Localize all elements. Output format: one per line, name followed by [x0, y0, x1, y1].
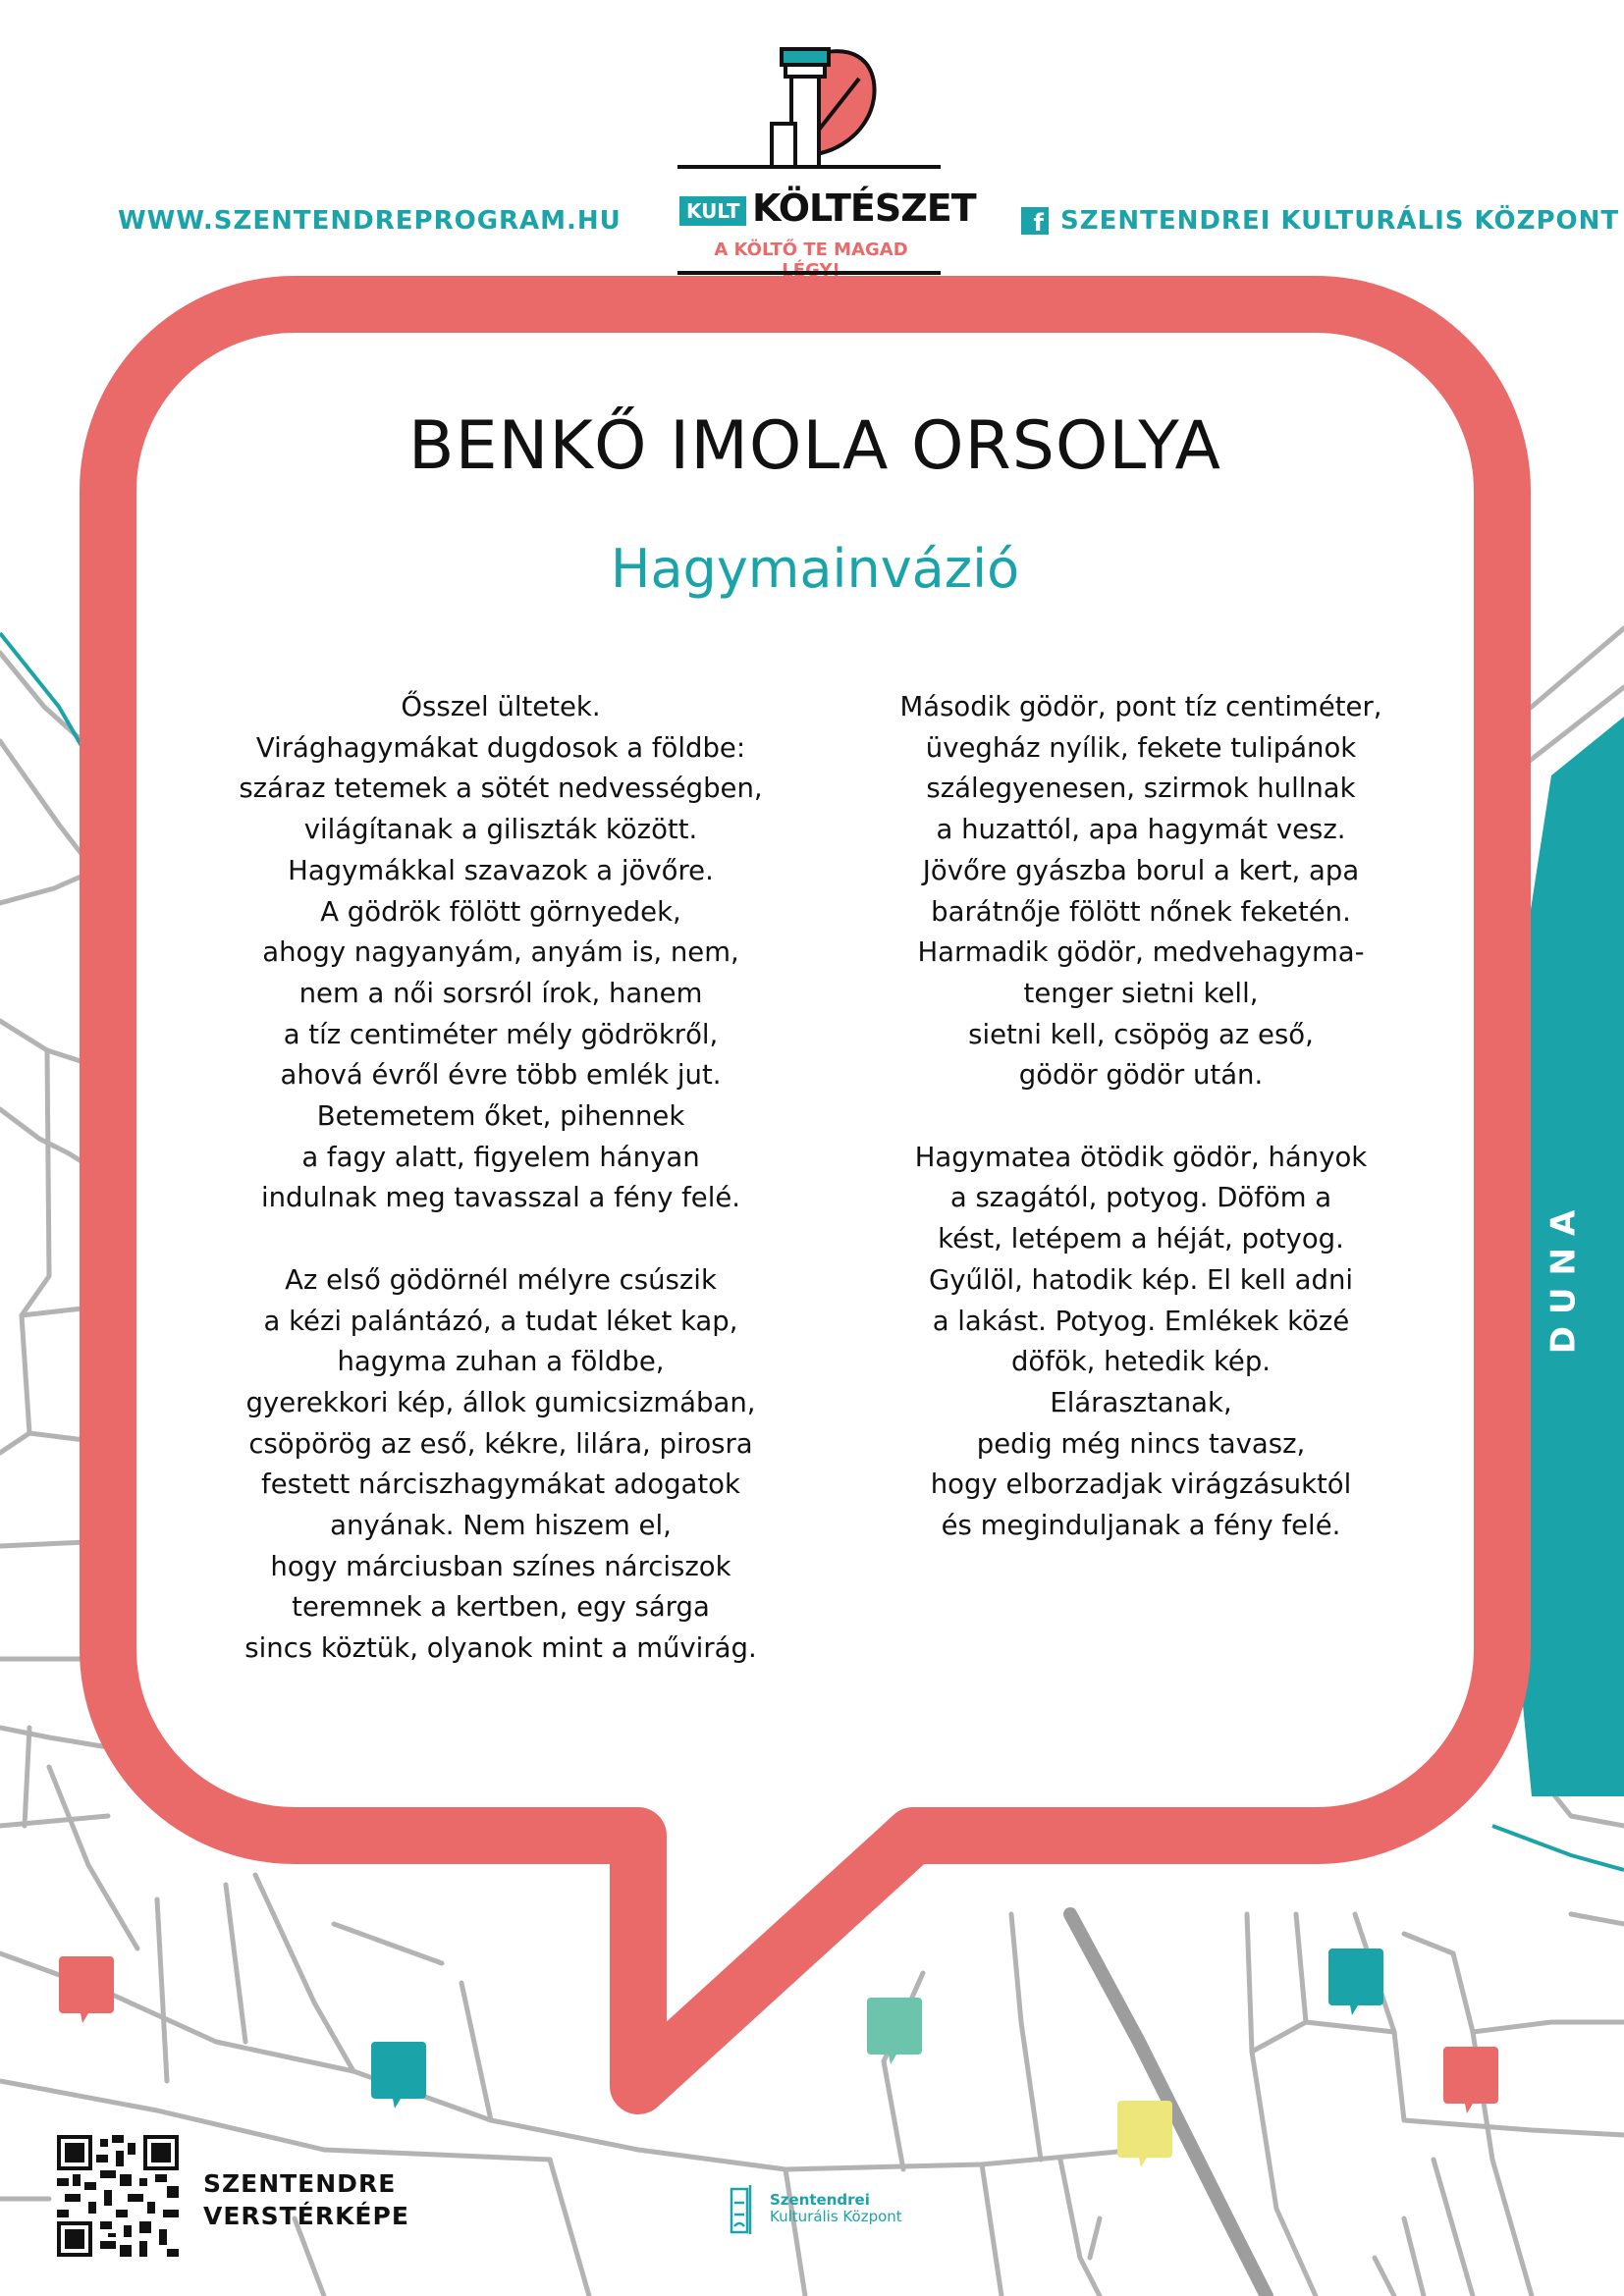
- poem-line: és meginduljanak a fény felé.: [941, 1510, 1341, 1542]
- poem-line: sietni kell, csöpög az eső,: [968, 1018, 1314, 1050]
- qr-code[interactable]: [57, 2135, 179, 2257]
- facebook-icon: f: [1021, 207, 1049, 235]
- poem-line: gödör gödör után.: [1018, 1059, 1264, 1092]
- map-pin-coral-left: [59, 1956, 114, 2025]
- poem-line: nem a női sorsról írok, hanem: [298, 977, 703, 1009]
- poem-line: gyerekkori kép, állok gumicsizmában,: [245, 1386, 756, 1418]
- map-pin-teal-right: [1328, 1949, 1383, 2017]
- poem-line: tenger sietni kell,: [1023, 977, 1259, 1009]
- map-pin-teal-left: [371, 2042, 426, 2110]
- poem-line: a tíz centiméter mély gödrökről,: [283, 1018, 719, 1050]
- poem-line: [846, 1096, 1435, 1138]
- map-title: [203, 2167, 409, 2232]
- poem-line: anyának. Nem hiszem el,: [330, 1510, 672, 1542]
- poem-line: sincs köztük, olyanok mint a művirág.: [244, 1632, 757, 1665]
- poem-column-right: [846, 687, 1435, 1547]
- river-label: DUNA: [1543, 1198, 1584, 1355]
- poem-line: száraz tetemek a sötét nedvességben,: [239, 773, 763, 805]
- poem-line: Harmadik gödör, medvehagyma-: [917, 936, 1365, 969]
- poem-line: világítanak a giliszták között.: [303, 814, 698, 846]
- logo-underline: [677, 271, 941, 275]
- org-name-line2: Kulturális Központ: [770, 2208, 902, 2225]
- map-pin-mint: [867, 1998, 922, 2066]
- poem-line: Második gödör, pont tíz centiméter,: [899, 691, 1382, 722]
- poem-line: a huzattól, apa hagymát vesz.: [936, 814, 1346, 846]
- map-pin-yellow: [1117, 2101, 1172, 2169]
- poem-line: ahová évről évre több emlék jut.: [280, 1059, 722, 1092]
- poem-line: hagyma zuhan a földbe,: [337, 1346, 665, 1378]
- river-duna: [1502, 1080, 1624, 1472]
- website-link[interactable]: WWW.SZENTENDREPROGRAM.HU: [118, 206, 622, 236]
- poem-line: pedig még nincs tavasz,: [976, 1427, 1306, 1460]
- poem-line: Ősszel ültetek.: [401, 691, 601, 722]
- poem-author: BENKŐ IMOLA ORSOLYA: [407, 407, 1222, 485]
- map-pin-coral-right: [1443, 2047, 1498, 2115]
- poem-line: Elárasztanak,: [1050, 1386, 1232, 1418]
- poem-line: döfök, hetedik kép.: [1010, 1346, 1272, 1378]
- szentendrei-kulturalis-kozpont-logo: [729, 2181, 902, 2236]
- poem-line: a szagától, potyog. Döföm a: [949, 1182, 1332, 1214]
- poem-line: kést, letépem a héját, potyog.: [938, 1223, 1344, 1255]
- map-title-line2: VERSTÉRKÉPE: [203, 2202, 409, 2230]
- map-title-line1: SZENTENDRE: [203, 2169, 397, 2198]
- poem-line: ahogy nagyanyám, anyám is, nem,: [262, 936, 739, 969]
- poem-line: a kézi palántázó, a tudat léket kap,: [263, 1305, 738, 1337]
- poem-line: a fagy alatt, figyelem hányan: [301, 1141, 700, 1173]
- logo-subtitle: A KÖLTŐ TE MAGAD: [714, 240, 908, 260]
- poem-line: hogy márciusban színes nárciszok: [270, 1550, 731, 1582]
- poem-line: indulnak meg tavasszal a fény felé.: [260, 1182, 741, 1214]
- logo-title: KÖLTÉSZET: [752, 187, 976, 230]
- facebook-label: SZENTENDREI KULTURÁLIS KÖZPONT: [1060, 206, 1620, 236]
- tower-leaf-icon: [677, 39, 943, 187]
- poem-line: szálegyenesen, szirmok hullnak: [926, 773, 1356, 805]
- poem-line: Az első gödörnél mélyre csúszik: [285, 1263, 717, 1296]
- poem-line: barátnője fölött nőnek feketén.: [931, 895, 1351, 928]
- poem-line: üvegház nyílik, fekete tulipánok: [925, 731, 1357, 764]
- poem-line: Hagymákkal szavazok a jövőre.: [288, 854, 714, 886]
- kult-kolteszet-logo: [677, 39, 976, 260]
- poem-line: Gyűlöl, hatodik kép. El kell adni: [928, 1263, 1354, 1296]
- org-name-line1: Szentendrei: [770, 2191, 870, 2209]
- poem-column-left: [196, 687, 805, 1670]
- poem-line: A gödrök fölött görnyedek,: [320, 895, 681, 928]
- poem-line: csöpörög az eső, kékre, lilára, pirosra: [248, 1427, 753, 1460]
- poem-line: hogy elborzadjak virágzásuktól: [930, 1468, 1352, 1501]
- logo-kult-badge: KULT: [679, 196, 746, 226]
- poem-line: [196, 1219, 805, 1260]
- poem-line: Betemetem őket, pihennek: [316, 1100, 685, 1133]
- poem-line: Virághagymákat dugdosok a földbe:: [255, 731, 746, 764]
- poem-line: a lakást. Potyog. Emlékek közé: [932, 1305, 1350, 1337]
- poem-line: teremnek a kertben, egy sárga: [292, 1591, 710, 1624]
- poem-line: festett nárciszhagymákat adogatok: [261, 1468, 740, 1501]
- building-icon: [729, 2181, 764, 2236]
- poem-line: Hagymatea ötödik gödör, hányok: [914, 1141, 1368, 1173]
- facebook-link[interactable]: [1021, 206, 1619, 236]
- poem-line: Jövőre gyászba borul a kert, apa: [922, 854, 1360, 886]
- poem-title: Hagymainvázió: [610, 538, 1020, 600]
